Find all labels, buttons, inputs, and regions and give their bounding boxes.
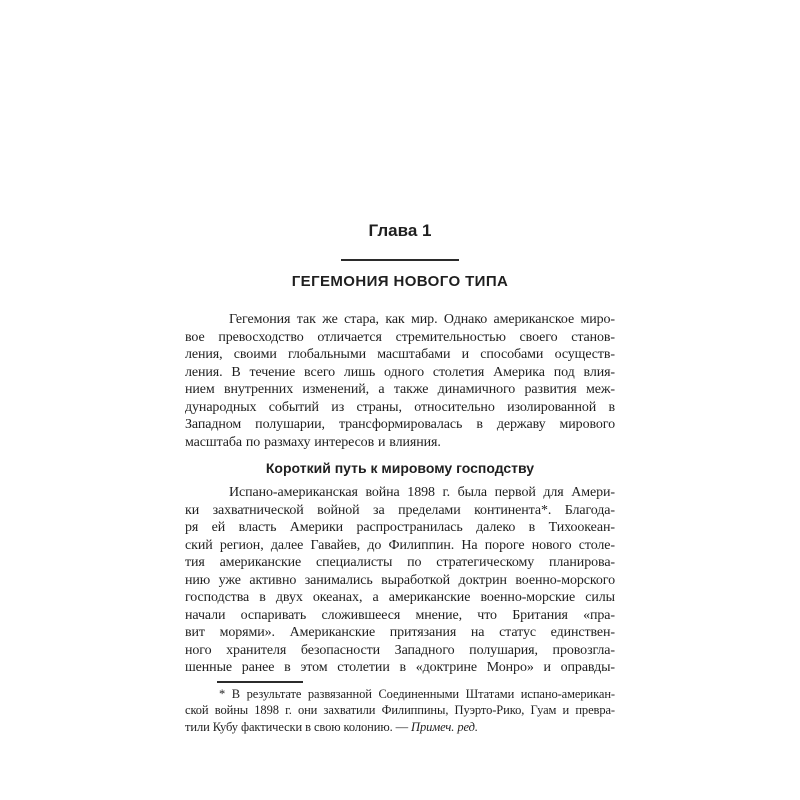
text-line: нием внутренних изменений, а также динамичного развития меж- [185, 382, 615, 397]
footnote-text [185, 686, 615, 720]
text-line: тия американские специалисты по стратегическому планирова- [185, 555, 615, 570]
text-line: Испано-американская война 1898 г. была первой для Амери- [229, 485, 615, 500]
text-line: дународных событий из страны, относительно изолированной в [185, 399, 615, 415]
text-line: ский регион, далее Гавайев, до Филиппин. На пороге нового столе- [185, 537, 615, 553]
footnote-last-line-text: тили Кубу фактически в свою колонию. — [185, 720, 412, 735]
text-line: ления, своими глобальными масштабами и способами осуществ- [185, 347, 615, 362]
text-line: начали оспаривать сложившееся мнение, что Британия «пра- [185, 607, 615, 623]
chapter-divider-rule [341, 259, 459, 261]
text-line: вое превосходство отличается стремительностью своего станов- [185, 329, 615, 345]
text-line: ской войны 1898 г. они захватили Филиппины, Пуэрто-Рико, Гуам и превра- [185, 703, 615, 718]
footnote-last-line [185, 719, 615, 736]
text-line: вит морями». Американские притязания на статус единствен- [185, 625, 615, 640]
text-column [185, 222, 615, 736]
footnote-divider-rule [217, 681, 303, 683]
text-line: ления. В течение всего лишь одного столетия Америка под влия- [185, 364, 615, 380]
text-line: Гегемония так же стара, как мир. Однако американское миро- [229, 312, 615, 327]
text-line: Западном полушарии, трансформировалась в державу мирового [185, 417, 615, 432]
text-line: * В результате развязанной Соединенными Штатами испано-американ- [219, 686, 615, 701]
section-heading: Короткий путь к мировому господству [265, 460, 535, 476]
paragraph-section-body [185, 484, 615, 677]
text-line: шенные ранее в этом столетии в «доктрине Монро» и оправды- [185, 660, 615, 675]
footnote-block [185, 681, 615, 736]
chapter-title: ГЕГЕМОНИЯ НОВОГО ТИПА [291, 273, 509, 290]
text-line: масштаба по размаху интересов и влияния. [185, 434, 441, 450]
footnote-editor-note: Примеч. ред. [411, 720, 478, 735]
chapter-number: Глава 1 [368, 221, 432, 240]
text-line: ки захватнической войной за пределами континента*. Благода- [185, 502, 615, 518]
text-line: нию уже активно занимались выработкой доктрин военно-морского [185, 572, 615, 588]
text-line: ного хранителя безопасности Западного полушария, провозгла- [185, 642, 615, 658]
paragraph-intro [185, 311, 615, 451]
text-line: господства в двух океанах, а американские военно-морские силы [185, 590, 615, 605]
text-line: ря ей власть Америки распространилась далеко в Тихоокеан- [185, 520, 615, 535]
